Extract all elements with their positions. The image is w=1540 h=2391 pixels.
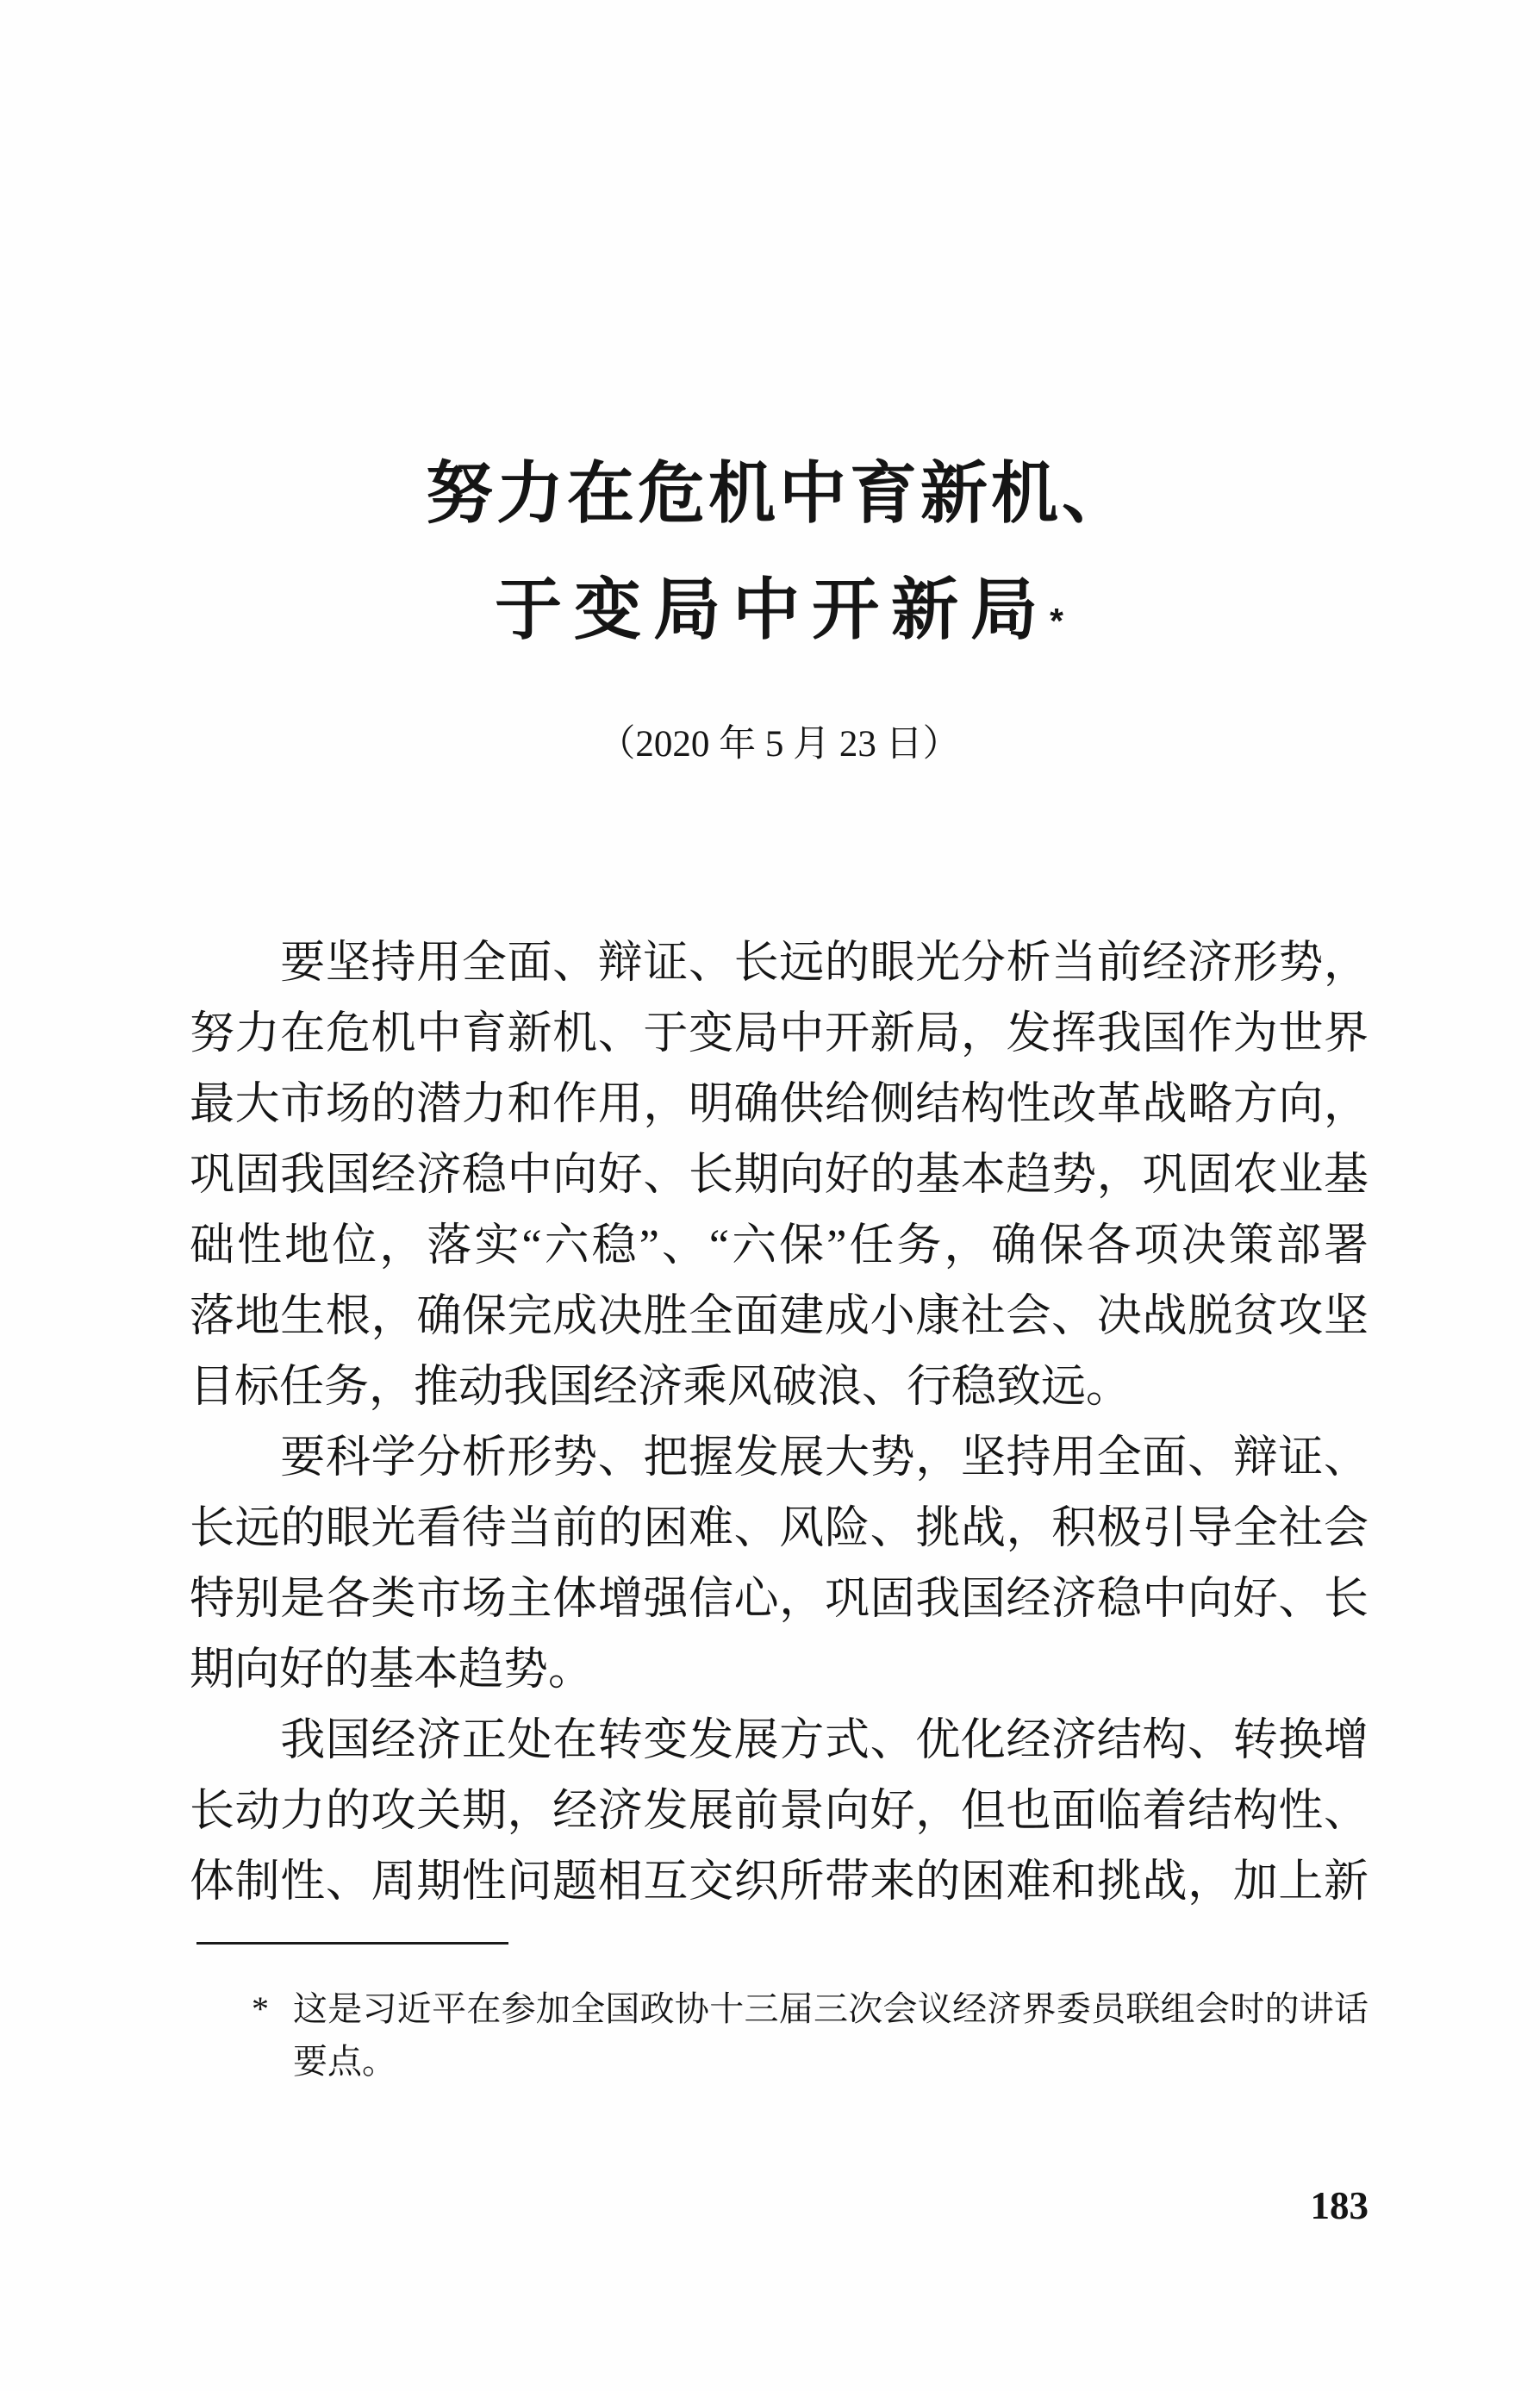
text-line: 这是习近平在参加全国政协十三届三次会议经济界委员联组会时的讲话 (293, 1989, 1369, 2028)
footnote (190, 1982, 1369, 2088)
text-line: 长远的眼光看待当前的困难、风险、挑战，积极引导全社会 (190, 1504, 1369, 1553)
text-line: 目标任务，推动我国经济乘风破浪、行稳致远。 (190, 1363, 1132, 1412)
text-line: 特别是各类市场主体增强信心，巩固我国经济稳中向好、长 (190, 1575, 1369, 1624)
paragraph (190, 1423, 1369, 1706)
text-line: 要点。 (293, 2042, 396, 2081)
text-line: 础性地位，落实“六稳”、“六保”任务，确保各项决策部署 (190, 1221, 1369, 1270)
footnote-divider (196, 1942, 508, 1945)
text-line: 最大市场的潜力和作用，明确供给侧结构性改革战略方向， (190, 1080, 1369, 1129)
text-line: 落地生根，确保完成决胜全面建成小康社会、决战脱贫攻坚 (190, 1292, 1369, 1341)
text-line: 努力在危机中育新机、于变局中开新局，发挥我国作为世界 (190, 1009, 1369, 1058)
paragraph (190, 1706, 1369, 1918)
footnote-reference-asterisk: * (1050, 601, 1063, 640)
text-line: 要坚持用全面、辩证、长远的眼光分析当前经济形势， (190, 939, 1369, 988)
page-number: 183 (1310, 2184, 1369, 2227)
article-title-line-2-text: 于变局中开新局 (495, 571, 1051, 647)
body-paragraphs (190, 928, 1369, 1918)
text-line: 要科学分析形势、把握发展大势，坚持用全面、辩证、 (190, 1433, 1369, 1483)
text-line: 巩固我国经济稳中向好、长期向好的基本趋势，巩固农业基 (190, 1151, 1369, 1200)
speech-date: （2020 年 5 月 23 日） (598, 724, 960, 765)
article-title-line-2 (190, 552, 1369, 668)
text-line: 我国经济正处在转变发展方式、优化经济结构、转换增 (190, 1716, 1369, 1765)
paragraph (293, 1982, 1369, 2088)
article-title (190, 435, 1369, 668)
footnote-marker: * (252, 1989, 269, 2028)
text-line: 长动力的攻关期，经济发展前景向好，但也面临着结构性、 (190, 1787, 1369, 1836)
paragraph (190, 928, 1369, 1423)
text-line: 期向好的基本趋势。 (190, 1645, 594, 1695)
footnote-text (190, 1982, 1369, 2088)
article-title-line-1: 努力在危机中育新机、 (425, 455, 1132, 531)
text-line: 体制性、周期性问题相互交织所带来的困难和挑战，加上新 (190, 1857, 1369, 1907)
